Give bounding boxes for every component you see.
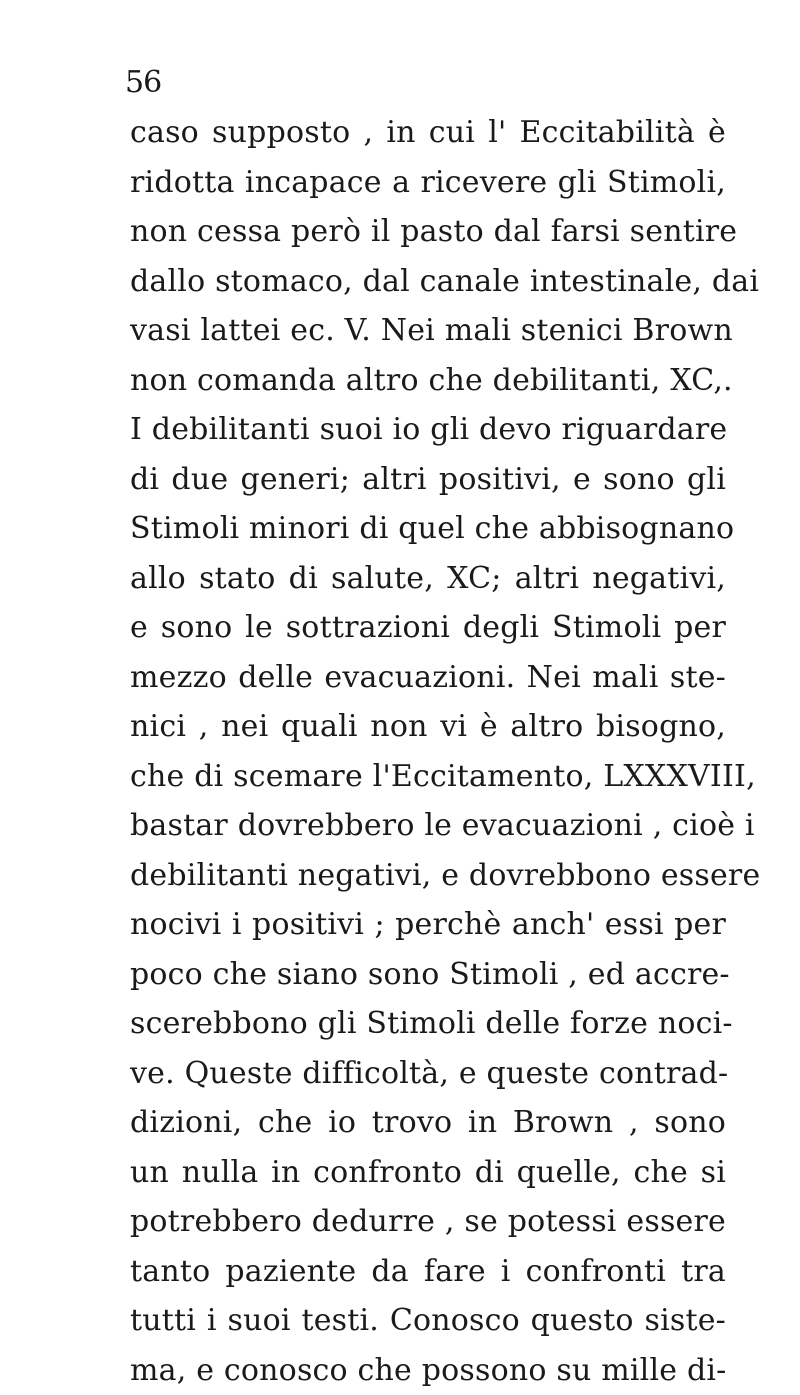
text-line: caso supposto , in cui l' Eccitabilità è (130, 108, 726, 158)
text-line: non cessa però il pasto dal farsi sentire (130, 207, 726, 257)
text-line: che di scemare l'Eccitamento, LXXXVIII, (130, 752, 726, 802)
text-line: di due generi; altri positivi, e sono gli (130, 455, 726, 505)
text-line: I debilitanti suoi io gli devo riguardare (130, 405, 726, 455)
text-line: debilitanti negativi, e dovrebbono essere (130, 851, 726, 901)
text-line: tanto paziente da fare i confronti tra (130, 1247, 726, 1297)
text-line: bastar dovrebbero le evacuazioni , cioè i (130, 801, 726, 851)
text-line: potrebbero dedurre , se potessi essere (130, 1197, 726, 1247)
text-line: ma, e conosco che possono su mille di- (130, 1346, 726, 1395)
page-number: 56 (125, 66, 161, 100)
text-line: ridotta incapace a ricevere gli Stimoli, (130, 158, 726, 208)
text-line: dallo stomaco, dal canale intestinale, dai (130, 257, 726, 307)
text-line: nocivi i positivi ; perchè anch' essi per (130, 900, 726, 950)
text-line: un nulla in confronto di quelle, che si (130, 1148, 726, 1198)
text-line: poco che siano sono Stimoli , ed accre- (130, 950, 726, 1000)
text-line: vasi lattei ec. V. Nei mali stenici Brown (130, 306, 726, 356)
text-line: nici , nei quali non vi è altro bisogno, (130, 702, 726, 752)
text-line: scerebbono gli Stimoli delle forze noci- (130, 999, 726, 1049)
text-line: Stimoli minori di quel che abbisognano (130, 504, 726, 554)
text-line: non comanda altro che debilitanti, XC,. (130, 356, 726, 406)
text-line: allo stato di salute, XC; altri negativi, (130, 554, 726, 604)
body-text (130, 108, 726, 1395)
text-line: dizioni, che io trovo in Brown , sono (130, 1098, 726, 1148)
text-line: mezzo delle evacuazioni. Nei mali ste- (130, 653, 726, 703)
text-line: tutti i suoi testi. Conosco questo siste- (130, 1296, 726, 1346)
text-line: e sono le sottrazioni degli Stimoli per (130, 603, 726, 653)
text-line: ve. Queste difficoltà, e queste contrad- (130, 1049, 726, 1099)
